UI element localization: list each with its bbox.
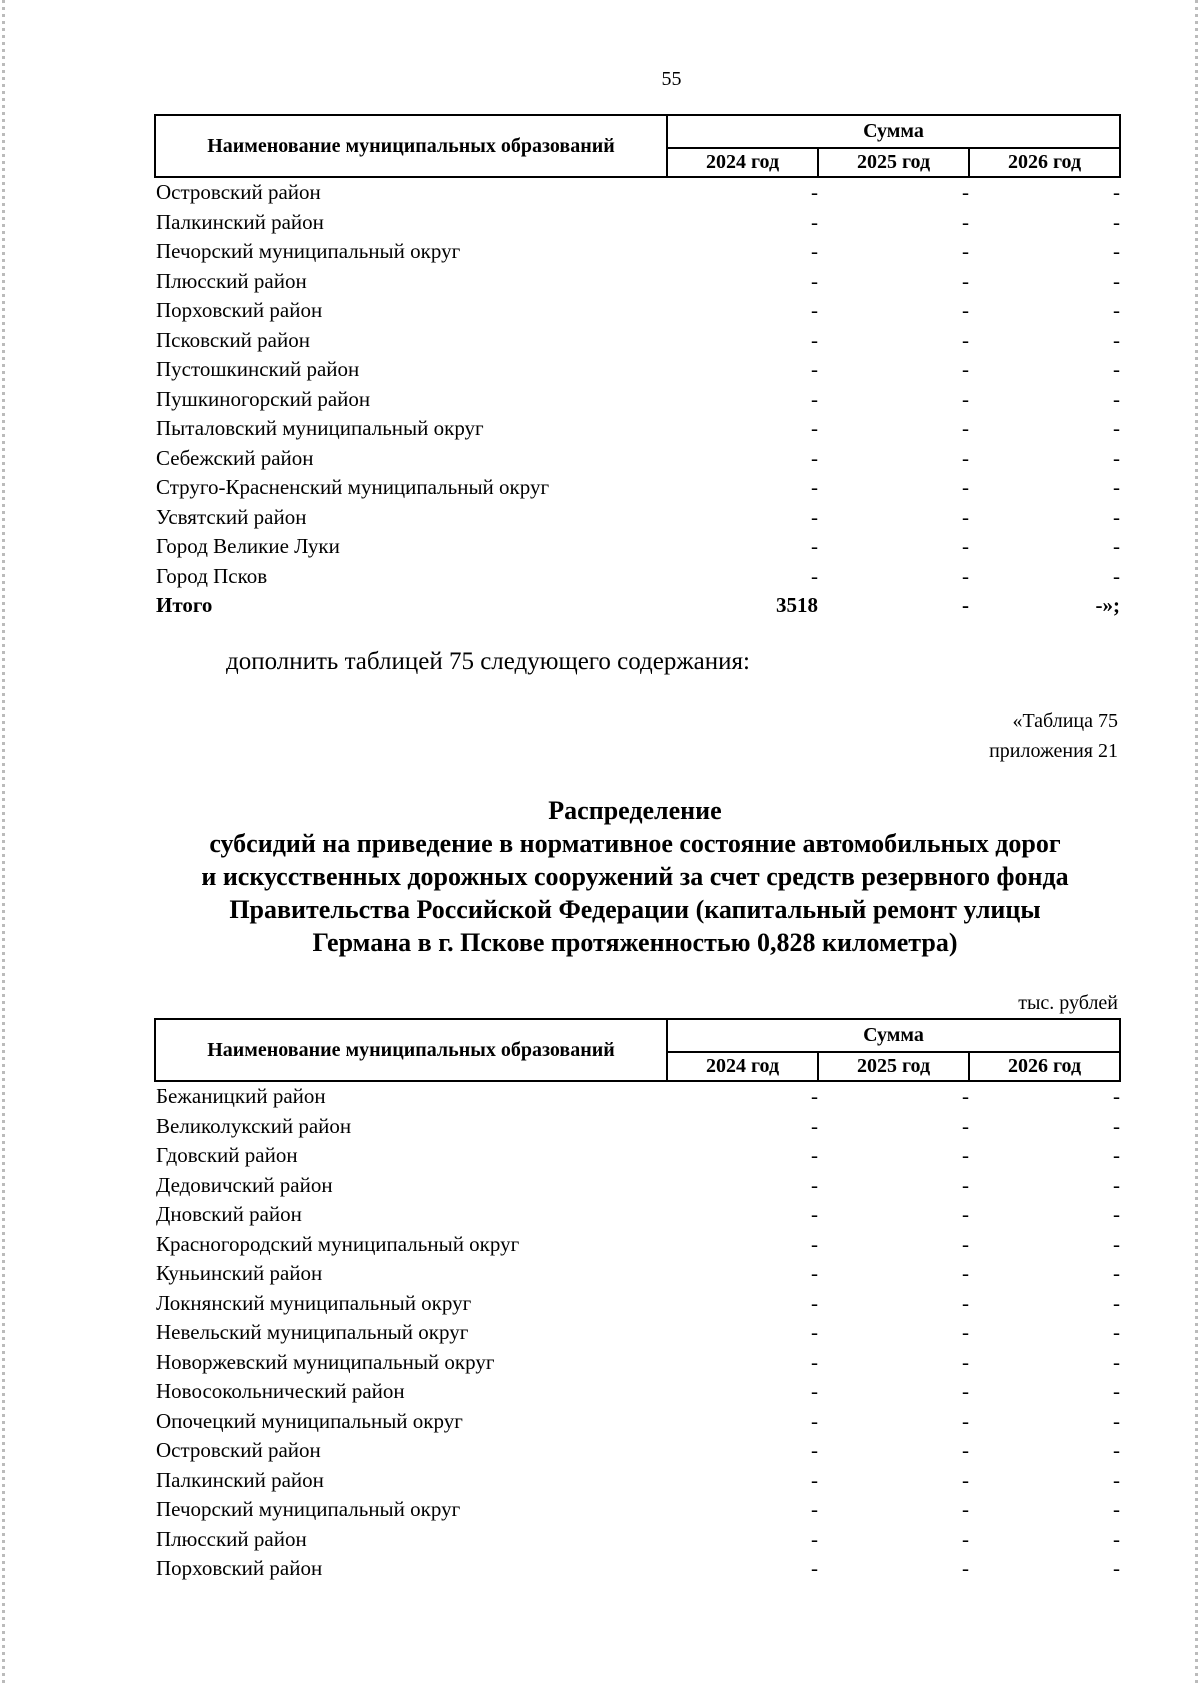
municipality-name-cell: Себежский район — [156, 445, 314, 470]
table-row — [155, 1407, 1120, 1437]
value-2025-cell: - — [962, 1202, 969, 1227]
value-2026-cell: - — [1113, 1290, 1121, 1315]
municipality-name-cell: Куньинский район — [156, 1261, 323, 1286]
value-2024-cell: - — [811, 298, 818, 323]
municipality-name-cell: Плюсский район — [156, 1526, 307, 1551]
value-2026-cell: - — [1113, 504, 1121, 529]
table-row — [155, 208, 1120, 238]
value-2025-cell: - — [962, 1467, 969, 1492]
heading-line: субсидий на приведение в нормативное состояние автомобильных дорог — [209, 829, 1061, 858]
heading-line: Правительства Российской Федерации (капитальный ремонт улицы — [229, 895, 1041, 924]
municipality-name-cell: Порховский район — [156, 1556, 323, 1581]
value-2024-cell: - — [811, 1231, 818, 1256]
table-row — [155, 1112, 1120, 1142]
page-number: 55 — [661, 68, 682, 90]
column-header-2024: 2024 год — [667, 1052, 818, 1081]
value-2024-cell: - — [811, 504, 818, 529]
value-2024-cell: - — [811, 209, 818, 234]
value-2025-cell: - — [962, 1497, 969, 1522]
value-2025-cell: - — [962, 386, 969, 411]
table-row — [155, 1230, 1120, 1260]
value-2024-cell: - — [811, 1290, 818, 1315]
value-2024-cell: - — [811, 1320, 818, 1345]
value-2024-cell: 3518 — [776, 593, 818, 618]
value-2026-cell: - — [1113, 534, 1121, 559]
scan-edge-left — [2, 0, 5, 1686]
value-2025-cell: - — [962, 1290, 969, 1315]
value-2026-cell: - — [1113, 1084, 1121, 1109]
value-2024-cell: - — [811, 357, 818, 382]
municipality-name-cell: Город Великие Луки — [156, 534, 340, 559]
municipality-name-cell: Островский район — [156, 1438, 321, 1463]
value-2026-cell: - — [1113, 1143, 1121, 1168]
value-2024-cell: - — [811, 1497, 818, 1522]
value-2024-cell: - — [811, 534, 818, 559]
table-row — [155, 562, 1120, 592]
table-row — [155, 414, 1120, 444]
table-row — [155, 1171, 1120, 1201]
value-2025-cell: - — [962, 475, 969, 500]
value-2024-cell: - — [811, 1467, 818, 1492]
value-2025-cell: - — [962, 1143, 969, 1168]
municipality-name-cell: Порховский район — [156, 298, 323, 323]
value-2024-cell: - — [811, 180, 818, 205]
value-2025-cell: - — [962, 239, 969, 264]
table-row — [155, 1289, 1120, 1319]
column-header-2025: 2025 год — [818, 148, 969, 177]
value-2024-cell: - — [811, 1143, 818, 1168]
value-2026-cell: - — [1113, 416, 1121, 441]
value-2025-cell: - — [962, 563, 969, 588]
table-row — [155, 1259, 1120, 1289]
municipality-name-cell: Красногородский муниципальный округ — [156, 1231, 520, 1256]
value-2024-cell: - — [811, 563, 818, 588]
table-row — [155, 267, 1120, 297]
table-caption-number: «Таблица 75 — [1012, 710, 1118, 732]
value-2024-cell: - — [811, 239, 818, 264]
table-row — [155, 532, 1120, 562]
value-2025-cell: - — [962, 298, 969, 323]
table-row — [155, 385, 1120, 415]
table-row — [155, 503, 1120, 533]
value-2026-cell: - — [1113, 327, 1121, 352]
value-2026-cell: - — [1113, 357, 1121, 382]
municipality-name-cell: Пустошкинский район — [156, 357, 360, 382]
value-2025-cell: - — [962, 1526, 969, 1551]
value-2026-cell: - — [1113, 1438, 1121, 1463]
table-row — [155, 1081, 1120, 1112]
value-2024-cell: - — [811, 1379, 818, 1404]
column-header-sum: Сумма — [667, 1019, 1120, 1052]
municipality-name-cell: Город Псков — [156, 563, 268, 588]
column-header-2026: 2026 год — [969, 148, 1120, 177]
value-2025-cell: - — [962, 1320, 969, 1345]
value-2024-cell: - — [811, 1084, 818, 1109]
municipality-name-cell: Усвятский район — [156, 504, 307, 529]
value-2026-cell: - — [1113, 180, 1121, 205]
table-caption-appendix: приложения 21 — [989, 740, 1118, 762]
municipality-name-cell: Псковский район — [156, 327, 310, 352]
table-row — [155, 444, 1120, 474]
instruction-text: дополнить таблицей 75 следующего содержания: — [226, 648, 750, 675]
municipality-name-cell: Печорский муниципальный округ — [156, 239, 461, 264]
value-2025-cell: - — [962, 1172, 969, 1197]
table-row — [155, 1495, 1120, 1525]
municipality-name-cell: Пушкиногорский район — [156, 386, 371, 411]
value-2025-cell: - — [962, 1113, 969, 1138]
value-2026-cell: - — [1113, 239, 1121, 264]
value-2024-cell: - — [811, 1261, 818, 1286]
column-header-name: Наименование муниципальных образований — [155, 1019, 667, 1081]
column-header-sum: Сумма — [667, 115, 1120, 148]
table-row — [155, 1466, 1120, 1496]
value-2026-cell: - — [1113, 1556, 1121, 1581]
value-2025-cell: - — [962, 1438, 969, 1463]
column-header-name: Наименование муниципальных образований — [155, 115, 667, 177]
value-2026-cell: - — [1113, 1408, 1121, 1433]
table-row — [155, 1525, 1120, 1555]
municipality-name-cell: Итого — [156, 593, 213, 618]
value-2025-cell: - — [962, 1379, 969, 1404]
value-2024-cell: - — [811, 445, 818, 470]
scan-edge-right — [1195, 0, 1198, 1686]
value-2025-cell: - — [962, 327, 969, 352]
value-2026-cell: - — [1113, 1261, 1121, 1286]
value-2026-cell: - — [1113, 1379, 1121, 1404]
value-2026-cell: - — [1113, 1113, 1121, 1138]
value-2025-cell: - — [962, 416, 969, 441]
value-2025-cell: - — [962, 268, 969, 293]
municipality-name-cell: Дновский район — [156, 1202, 302, 1227]
value-2026-cell: - — [1113, 1349, 1121, 1374]
municipality-name-cell: Палкинский район — [156, 209, 324, 234]
table-row — [155, 326, 1120, 356]
column-header-2025: 2025 год — [818, 1052, 969, 1081]
value-2026-cell: - — [1113, 1526, 1121, 1551]
value-2025-cell: - — [962, 445, 969, 470]
value-2024-cell: - — [811, 268, 818, 293]
value-2024-cell: - — [811, 1526, 818, 1551]
value-2026-cell: - — [1113, 1202, 1121, 1227]
value-2026-cell: - — [1113, 563, 1121, 588]
table-body — [155, 177, 1120, 621]
municipality-name-cell: Бежаницкий район — [156, 1084, 326, 1109]
value-2025-cell: - — [962, 534, 969, 559]
table-row — [155, 355, 1120, 385]
table-row — [155, 1318, 1120, 1348]
value-2025-cell: - — [962, 1349, 969, 1374]
municipality-name-cell: Великолукский район — [156, 1113, 352, 1138]
table-row — [155, 1141, 1120, 1171]
value-2024-cell: - — [811, 327, 818, 352]
heading-line: Распределение — [548, 796, 722, 825]
value-2026-cell: - — [1113, 209, 1121, 234]
heading-line: и искусственных дорожных сооружений за счет средств резервного фонда — [201, 862, 1069, 891]
value-2026-cell: - — [1113, 298, 1121, 323]
value-2025-cell: - — [962, 1408, 969, 1433]
table-row — [155, 1377, 1120, 1407]
subsidy-table-75 — [154, 1018, 1121, 1584]
value-2024-cell: - — [811, 1556, 818, 1581]
municipality-name-cell: Печорский муниципальный округ — [156, 1497, 461, 1522]
municipality-name-cell: Островский район — [156, 180, 321, 205]
municipality-name-cell: Дедовичский район — [156, 1172, 333, 1197]
municipality-name-cell: Новоржевский муниципальный округ — [156, 1349, 495, 1374]
value-2025-cell: - — [962, 593, 969, 618]
value-2025-cell: - — [962, 180, 969, 205]
municipality-name-cell: Палкинский район — [156, 1467, 324, 1492]
heading-line: Германа в г. Пскове протяженностью 0,828 километра) — [312, 928, 958, 957]
column-header-2026: 2026 год — [969, 1052, 1120, 1081]
value-2026-cell: -»; — [1095, 593, 1121, 618]
value-2025-cell: - — [962, 504, 969, 529]
value-2024-cell: - — [811, 1408, 818, 1433]
table-body — [155, 1081, 1120, 1584]
value-2025-cell: - — [962, 1231, 969, 1256]
value-2026-cell: - — [1113, 1320, 1121, 1345]
value-2025-cell: - — [962, 1261, 969, 1286]
total-row — [155, 591, 1120, 621]
value-2026-cell: - — [1113, 386, 1121, 411]
value-2025-cell: - — [962, 1084, 969, 1109]
value-2026-cell: - — [1113, 475, 1121, 500]
table-row — [155, 1348, 1120, 1378]
municipality-name-cell: Струго-Красненский муниципальный округ — [156, 475, 550, 500]
table-row — [155, 296, 1120, 326]
value-2026-cell: - — [1113, 445, 1121, 470]
value-2024-cell: - — [811, 1438, 818, 1463]
subsidy-table-continued — [154, 114, 1121, 621]
table-heading — [120, 794, 1150, 959]
table-row — [155, 237, 1120, 267]
table-row — [155, 1200, 1120, 1230]
value-2026-cell: - — [1113, 1172, 1121, 1197]
value-2026-cell: - — [1113, 1497, 1121, 1522]
value-2024-cell: - — [811, 1202, 818, 1227]
value-2025-cell: - — [962, 1556, 969, 1581]
municipality-name-cell: Невельский муниципальный округ — [156, 1320, 469, 1345]
value-2024-cell: - — [811, 416, 818, 441]
column-header-2024: 2024 год — [667, 148, 818, 177]
municipality-name-cell: Новосокольнический район — [156, 1379, 405, 1404]
municipality-name-cell: Пыталовский муниципальный округ — [156, 416, 484, 441]
value-2026-cell: - — [1113, 1231, 1121, 1256]
municipality-name-cell: Опочецкий муниципальный округ — [156, 1408, 463, 1433]
value-2024-cell: - — [811, 1349, 818, 1374]
value-2025-cell: - — [962, 357, 969, 382]
municipality-name-cell: Гдовский район — [156, 1143, 298, 1168]
value-2025-cell: - — [962, 209, 969, 234]
table-row — [155, 177, 1120, 208]
table-row — [155, 1554, 1120, 1584]
table-row — [155, 473, 1120, 503]
table-row — [155, 1436, 1120, 1466]
value-2026-cell: - — [1113, 268, 1121, 293]
value-2024-cell: - — [811, 1113, 818, 1138]
municipality-name-cell: Плюсский район — [156, 268, 307, 293]
value-2024-cell: - — [811, 1172, 818, 1197]
value-2024-cell: - — [811, 386, 818, 411]
value-2024-cell: - — [811, 475, 818, 500]
units-label: тыс. рублей — [1018, 992, 1118, 1014]
value-2026-cell: - — [1113, 1467, 1121, 1492]
municipality-name-cell: Локнянский муниципальный округ — [156, 1290, 472, 1315]
